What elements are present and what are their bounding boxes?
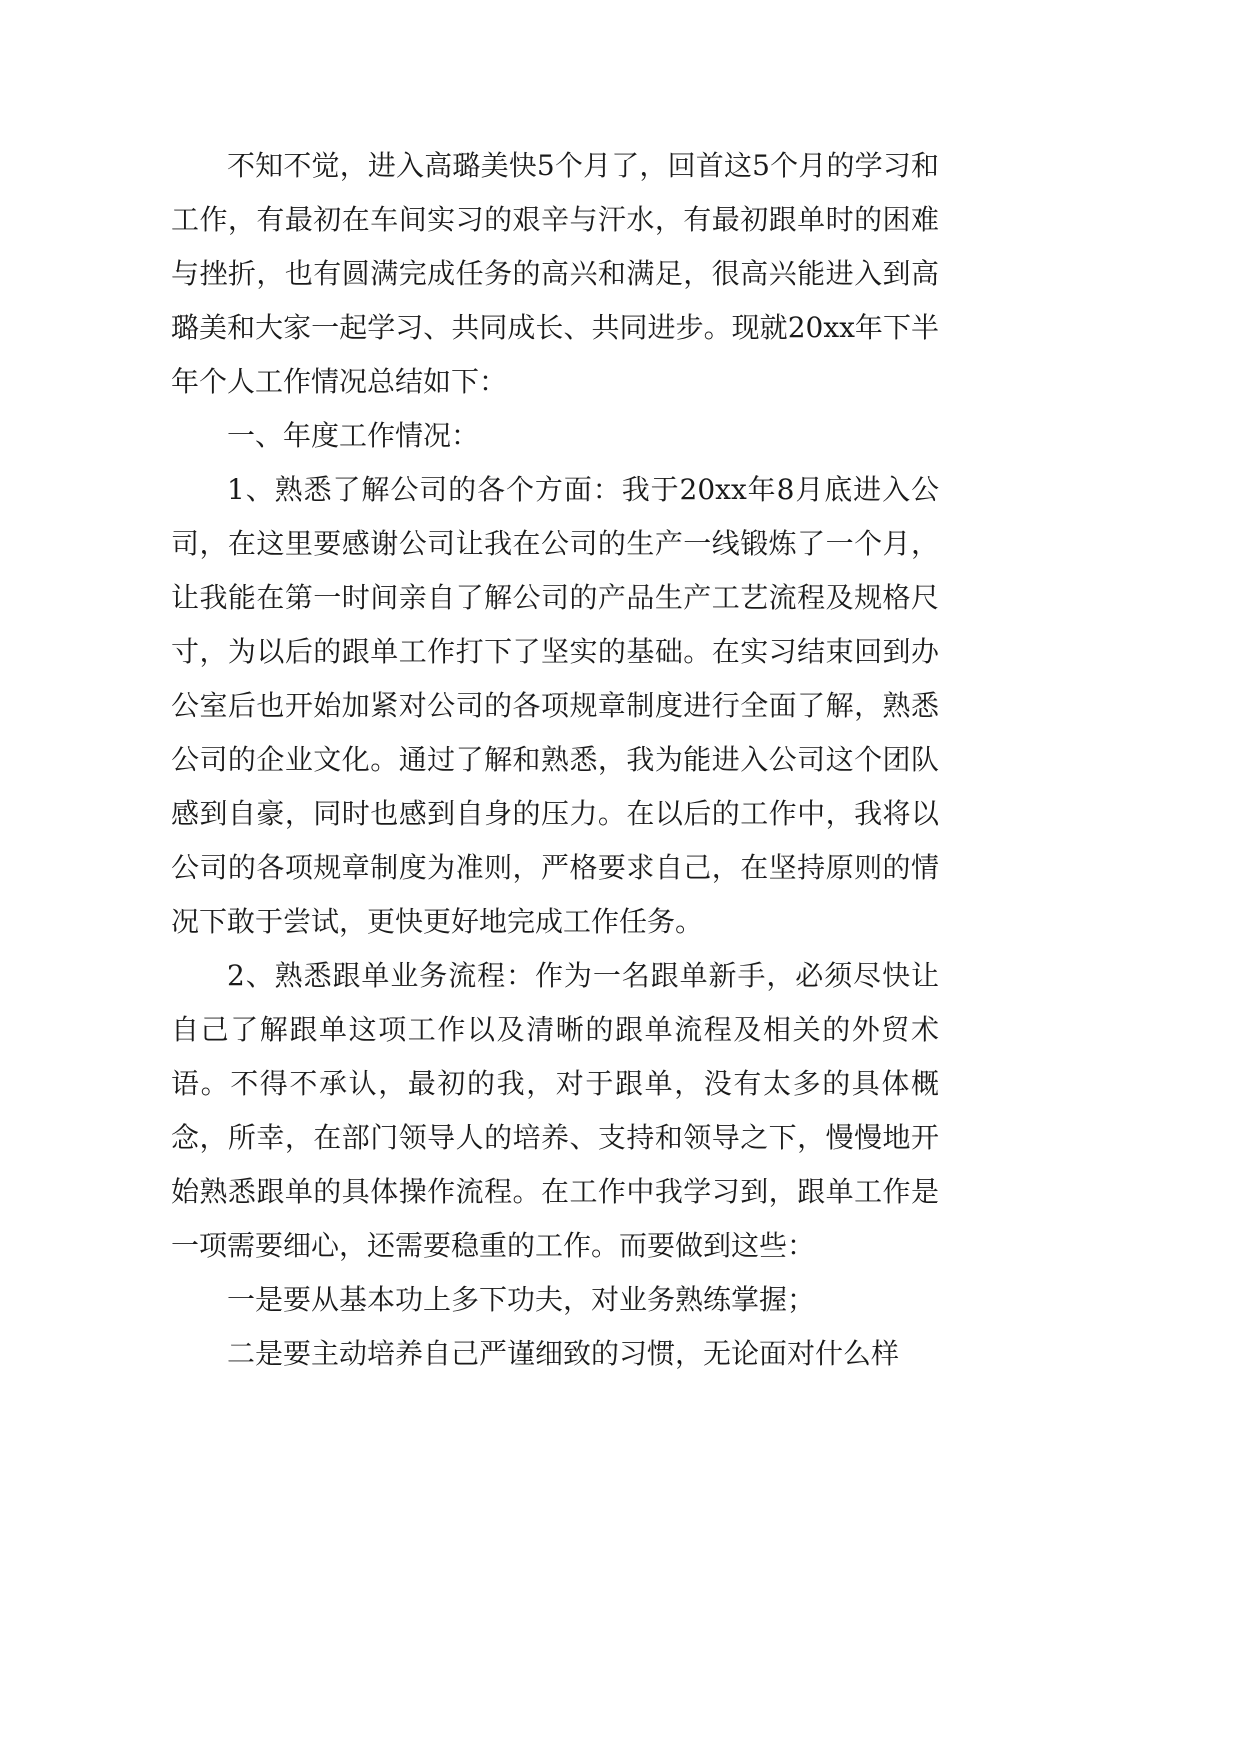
paragraph-intro: 不知不觉，进入高璐美快5个月了，回首这5个月的学习和工作，有最初在车间实习的艰辛与汗水，有最初跟单时的困难与挫折，也有圆满完成任务的高兴和满足，很高兴能进入到高璐美和大家一起学习、共同成长、共同进步。现就20xx年下半年个人工作情况总结如下： xyxy=(171,149,939,398)
paragraph-point-2: 2、熟悉跟单业务流程：作为一名跟单新手，必须尽快让自己了解跟单这项工作以及清晰的跟单流程及相关的外贸术语。不得不承认，最初的我，对于跟单，没有太多的具体概念，所幸，在部门领导人的培养、支持和领导之下，慢慢地开始熟悉跟单的具体操作流程。在工作中我学习到，跟单工作是一项需要细心，还需要稳重的工作。而要做到这些： xyxy=(171,959,939,1262)
paragraph-point-1: 1、熟悉了解公司的各个方面：我于20xx年8月底进入公司，在这里要感谢公司让我在公司的生产一线锻炼了一个月，让我能在第一时间亲自了解公司的产品生产工艺流程及规格尺寸，为以后的跟单工作打下了坚实的基础。在实习结束回到办公室后也开始加紧对公司的各项规章制度进行全面了解，熟悉公司的企业文化。通过了解和熟悉，我为能进入公司这个团队感到自豪，同时也感到自身的压力。在以后的工作中，我将以公司的各项规章制度为准则，严格要求自己，在坚持原则的情况下敢于尝试，更快更好地完成工作任务。 xyxy=(171,473,939,938)
document-body xyxy=(171,139,939,1381)
paragraph-item-second: 二是要主动培养自己严谨细致的习惯，无论面对什么样 xyxy=(227,1337,900,1370)
paragraph-item-first: 一是要从基本功上多下功夫，对业务熟练掌握； xyxy=(227,1283,816,1316)
section-heading-annual-work: 一、年度工作情况： xyxy=(227,419,480,452)
